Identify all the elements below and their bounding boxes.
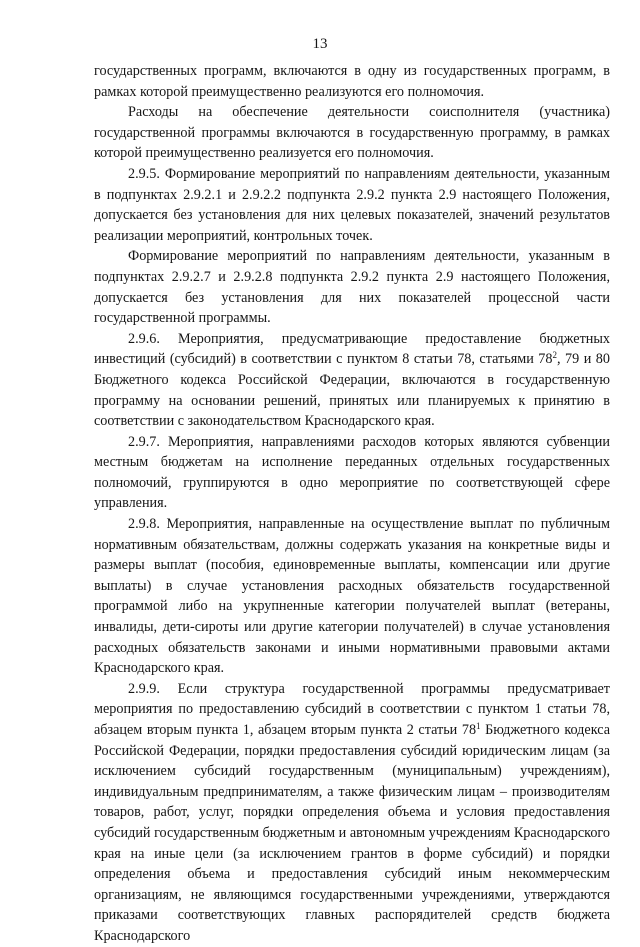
superscript: 1 bbox=[476, 721, 481, 731]
page-number: 13 bbox=[312, 36, 328, 52]
document-body bbox=[94, 61, 610, 947]
paragraph-2-9-7: 2.9.7. Мероприятия, направлениями расходов которых являются субвенции местным бюджетам на исполнение переданных отдельных государственных полномочий, группируются в одно мероприятие по соответствующей сфере управления. bbox=[94, 433, 610, 512]
paragraph-1: государственных программ, включаются в одну из государственных программ, в рамках которой преимущественно реализуются его полномочия. bbox=[94, 63, 610, 100]
paragraph-2-9-8: 2.9.8. Мероприятия, направленные на осуществление выплат по публичным нормативным обязательствам, должны содержать указания на конкретные виды и размеры выплат (пособия, единовременные выплаты, компенсации или другие выплаты) в случае установления расходных обязательств государственной программой либо на укрупненные категории получателей выплат (ветераны, инвалиды, дети-сироты или другие категории получателей) в случае установления расходных обязательств законами и иными нормативными правовыми актами Краснодарского края. bbox=[94, 516, 610, 677]
paragraph-2-9-6: 2.9.6. Мероприятия, предусматривающие предоставление бюджетных инвестиций (субсидий) в соответствии с пунктом 8 статьи 78, статьями $78^2$, 79 и 80 Бюджетного кодекса Российской Федерации, включаются в государственную программу на основании решений, принятых или планируемых к принятию в соответствии с законодательством Краснодарского края. bbox=[94, 330, 610, 430]
paragraph-2-9-5: 2.9.5. Формирование мероприятий по направлениям деятельности, указанным в подпунктах 2.9.2.1 и 2.9.2.2 подпункта 2.9.2 пункта 2.9 настоящего Положения, допускается без установления для них целевых показателей, значений результатов реализации мероприятий, контрольных точек. bbox=[94, 165, 610, 244]
paragraph-2-9-9: 2.9.9. Если структура государственной программы предусматривает мероприятия по предоставлению субсидий в соответствии с пунктом 1 статьи 78, абзацем вторым пункта 1, абзацем вторым пункта 2 статьи $78^1$ Бюджетного кодекса Российской Федерации, порядки предоставления субсидий юридическим лицам (за исключением субсидий государственным (муниципальным) учреждениям), индивидуальным предпринимателям, а также физическим лицам – производителям товаров, работ, услуг, порядки определения объема и условия предоставления субсидий государственным бюджетным и автономным учреждениям Краснодарского края на иные цели (за исключением грантов в форме субсидий) и порядки определения объема и предоставления субсидий иным некоммерческим организациям, не являющимся государственными учреждениями, утверждаются приказами соответствующих главных распорядителей средств бюджета Краснодарского bbox=[94, 680, 610, 944]
superscript: 2 bbox=[552, 350, 557, 361]
paragraph-2: Расходы на обеспечение деятельности соисполнителя (участника) государственной программы включаются в государственную программу, в рамках которой преимущественно реализуется его полномочия. bbox=[94, 104, 610, 162]
paragraph-4: Формирование мероприятий по направлениям деятельности, указанным в подпунктах 2.9.2.7 и 2.9.2.8 подпункта 2.9.2 пункта 2.9 настоящего Положения, допускается без установления для них показателей процессной части государственной программы. bbox=[94, 248, 610, 327]
